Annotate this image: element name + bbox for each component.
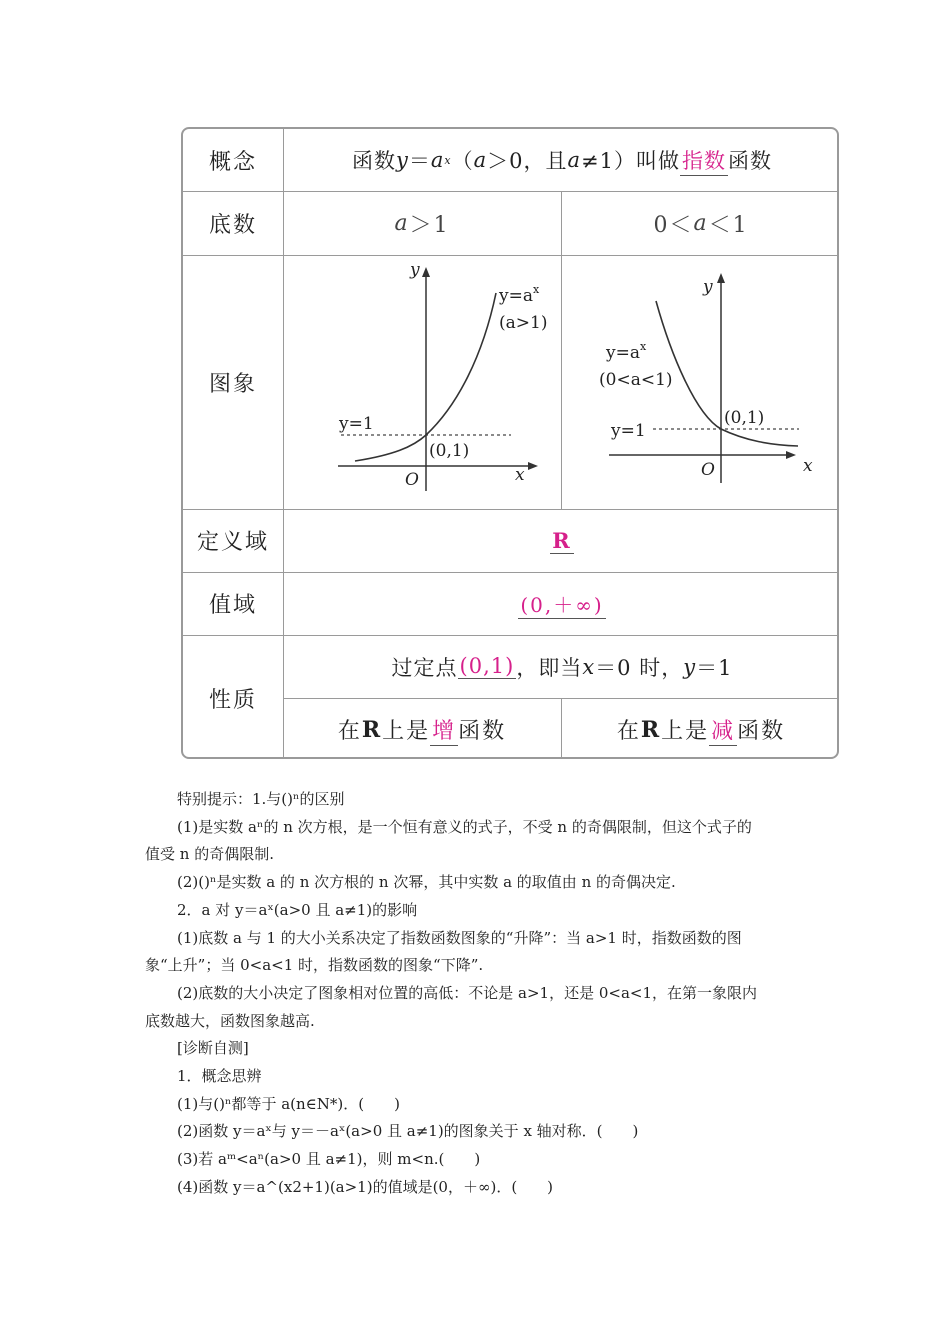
concept-answer-blank: 指数 — [680, 145, 728, 176]
row-label-graph: 图象 — [208, 371, 257, 397]
graph-decreasing — [561, 255, 839, 509]
concept-cond-a1: a — [473, 148, 488, 172]
origin-label: O — [405, 470, 419, 490]
x-axis-arrow — [786, 451, 796, 459]
concept-cond-a2: a — [567, 148, 582, 172]
row-label-base: 底数 — [208, 212, 257, 238]
concept-prefix: 函数 — [351, 149, 396, 173]
concept-eq: ＝ — [408, 149, 431, 173]
base-gt1-rest: ＞1 — [409, 212, 450, 238]
y-axis-label: y — [703, 277, 713, 297]
x-axis-arrow — [528, 462, 538, 470]
question-item: (4)函数 y＝a^(x2+1)(a>1)的值域是(0，＋∞)．( ) — [177, 1177, 554, 1196]
base-lt1 — [561, 191, 839, 255]
range-answer: (0,＋∞) — [518, 589, 605, 619]
prop-dec-prefix: 在 — [616, 719, 641, 744]
text-line: 值受 n 的奇偶限制. — [145, 845, 274, 864]
y-axis-arrow — [717, 273, 725, 283]
exponential-function-table — [181, 127, 839, 759]
cond-label: (0<a<1) — [599, 370, 673, 390]
y-axis-label: y — [410, 260, 420, 280]
concept-cond-gt: ＞0，且 — [487, 149, 568, 173]
tip-heading: 特别提示：1.与()ⁿ的区别 — [177, 790, 345, 808]
prop-dec-mid: 上是 — [661, 719, 710, 744]
row-label-range: 值域 — [208, 593, 257, 618]
point-label: (0,1) — [724, 408, 765, 428]
prop-inc-answer: 增 — [430, 714, 458, 746]
text-line: 2．a 对 y＝aˣ(a>0 且 a≠1)的影响 — [177, 900, 418, 919]
x-axis-label: x — [515, 465, 525, 485]
prop-fixed-yeq: ＝1 — [696, 655, 733, 680]
prop-inc-suffix: 函数 — [458, 719, 507, 744]
func-label: $y=a^x$ — [499, 283, 540, 306]
text-line: 底数越大，函数图象越高. — [145, 1011, 315, 1030]
text-line: (1)是实数 aⁿ的 n 次方根，是一个恒有意义的式子，不受 n 的奇偶限制，但这个式子的 — [177, 817, 752, 836]
domain-cell — [283, 509, 839, 572]
text-line: (1)底数 a 与 1 的大小关系决定了指数函数图象的“升降”：当 a>1 时，指数函数的图 — [177, 928, 742, 947]
question-item: (1)与()ⁿ都等于 a(n∈N*)．( ) — [177, 1094, 400, 1113]
x-axis-label: x — [803, 456, 813, 476]
range-cell — [283, 572, 839, 635]
prop-dec-R: R — [640, 716, 662, 743]
property-increasing — [283, 698, 561, 759]
base-lt1-rest: ＜1 — [708, 212, 749, 238]
concept-definition — [283, 129, 839, 191]
prop-fixed-y: y — [683, 654, 697, 679]
func-label: $y=a^x$ — [606, 340, 647, 363]
concept-cond-open: （ — [451, 149, 474, 173]
concept-y: y — [395, 148, 409, 172]
cond-label: (a>1) — [499, 313, 548, 333]
prop-inc-prefix: 在 — [337, 719, 362, 744]
prop-fixed-mid: ，即当 — [516, 655, 583, 680]
base-gt1 — [283, 191, 561, 255]
base-lt1-a: a — [693, 210, 709, 236]
concept-exp: x — [444, 153, 452, 167]
text-line: 象“上升”；当 0<a<1 时，指数函数的图象“下降”. — [145, 956, 484, 975]
property-decreasing — [561, 698, 839, 759]
notes-text — [145, 786, 807, 1202]
origin-label: O — [701, 460, 715, 480]
point-label: (0,1) — [429, 441, 470, 461]
question-item: (2)函数 y＝aˣ与 y＝－aˣ(a>0 且 a≠1)的图象关于 x 轴对称．( ) — [177, 1122, 639, 1141]
concept-suffix: 函数 — [728, 149, 773, 173]
prop-inc-mid: 上是 — [382, 719, 431, 744]
property-fixed-point — [283, 635, 839, 698]
concept-a: a — [430, 148, 445, 172]
subsection-heading: 1．概念思辨 — [177, 1067, 262, 1086]
row-label-concept: 概念 — [208, 149, 257, 175]
prop-fixed-answer: (0,1) — [459, 654, 515, 678]
prop-inc-R: R — [361, 716, 383, 743]
prop-dec-suffix: 函数 — [737, 719, 786, 744]
question-item: (3)若 aᵐ<aⁿ(a>0 且 a≠1)，则 m<n.( ) — [177, 1150, 481, 1169]
prop-fixed-x: x — [582, 654, 596, 679]
row-label-property: 性质 — [208, 687, 257, 713]
text-line: (2)()ⁿ是实数 a 的 n 次方根的 n 次幂，其中实数 a 的取值由 n 的奇偶决定. — [177, 873, 676, 892]
concept-cond-ne: ≠1）叫做 — [581, 149, 681, 173]
section-heading: [诊断自测] — [177, 1039, 249, 1058]
row-label-domain: 定义域 — [196, 530, 269, 555]
graph-increasing — [283, 255, 561, 509]
y-axis-arrow — [422, 267, 430, 277]
prop-fixed-prefix: 过定点 — [391, 655, 458, 680]
hline-label: y=1 — [339, 414, 374, 434]
prop-dec-answer: 减 — [709, 714, 737, 746]
base-lt1-pre: 0＜ — [653, 212, 694, 238]
base-gt1-a: a — [394, 210, 410, 236]
hline-label: y=1 — [611, 421, 646, 441]
domain-answer: R — [552, 527, 572, 553]
prop-fixed-xeq: ＝0 时， — [595, 655, 684, 680]
text-line: (2)底数的大小决定了图象相对位置的高低：不论是 a>1，还是 0<a<1，在第一象限内 — [177, 983, 758, 1002]
